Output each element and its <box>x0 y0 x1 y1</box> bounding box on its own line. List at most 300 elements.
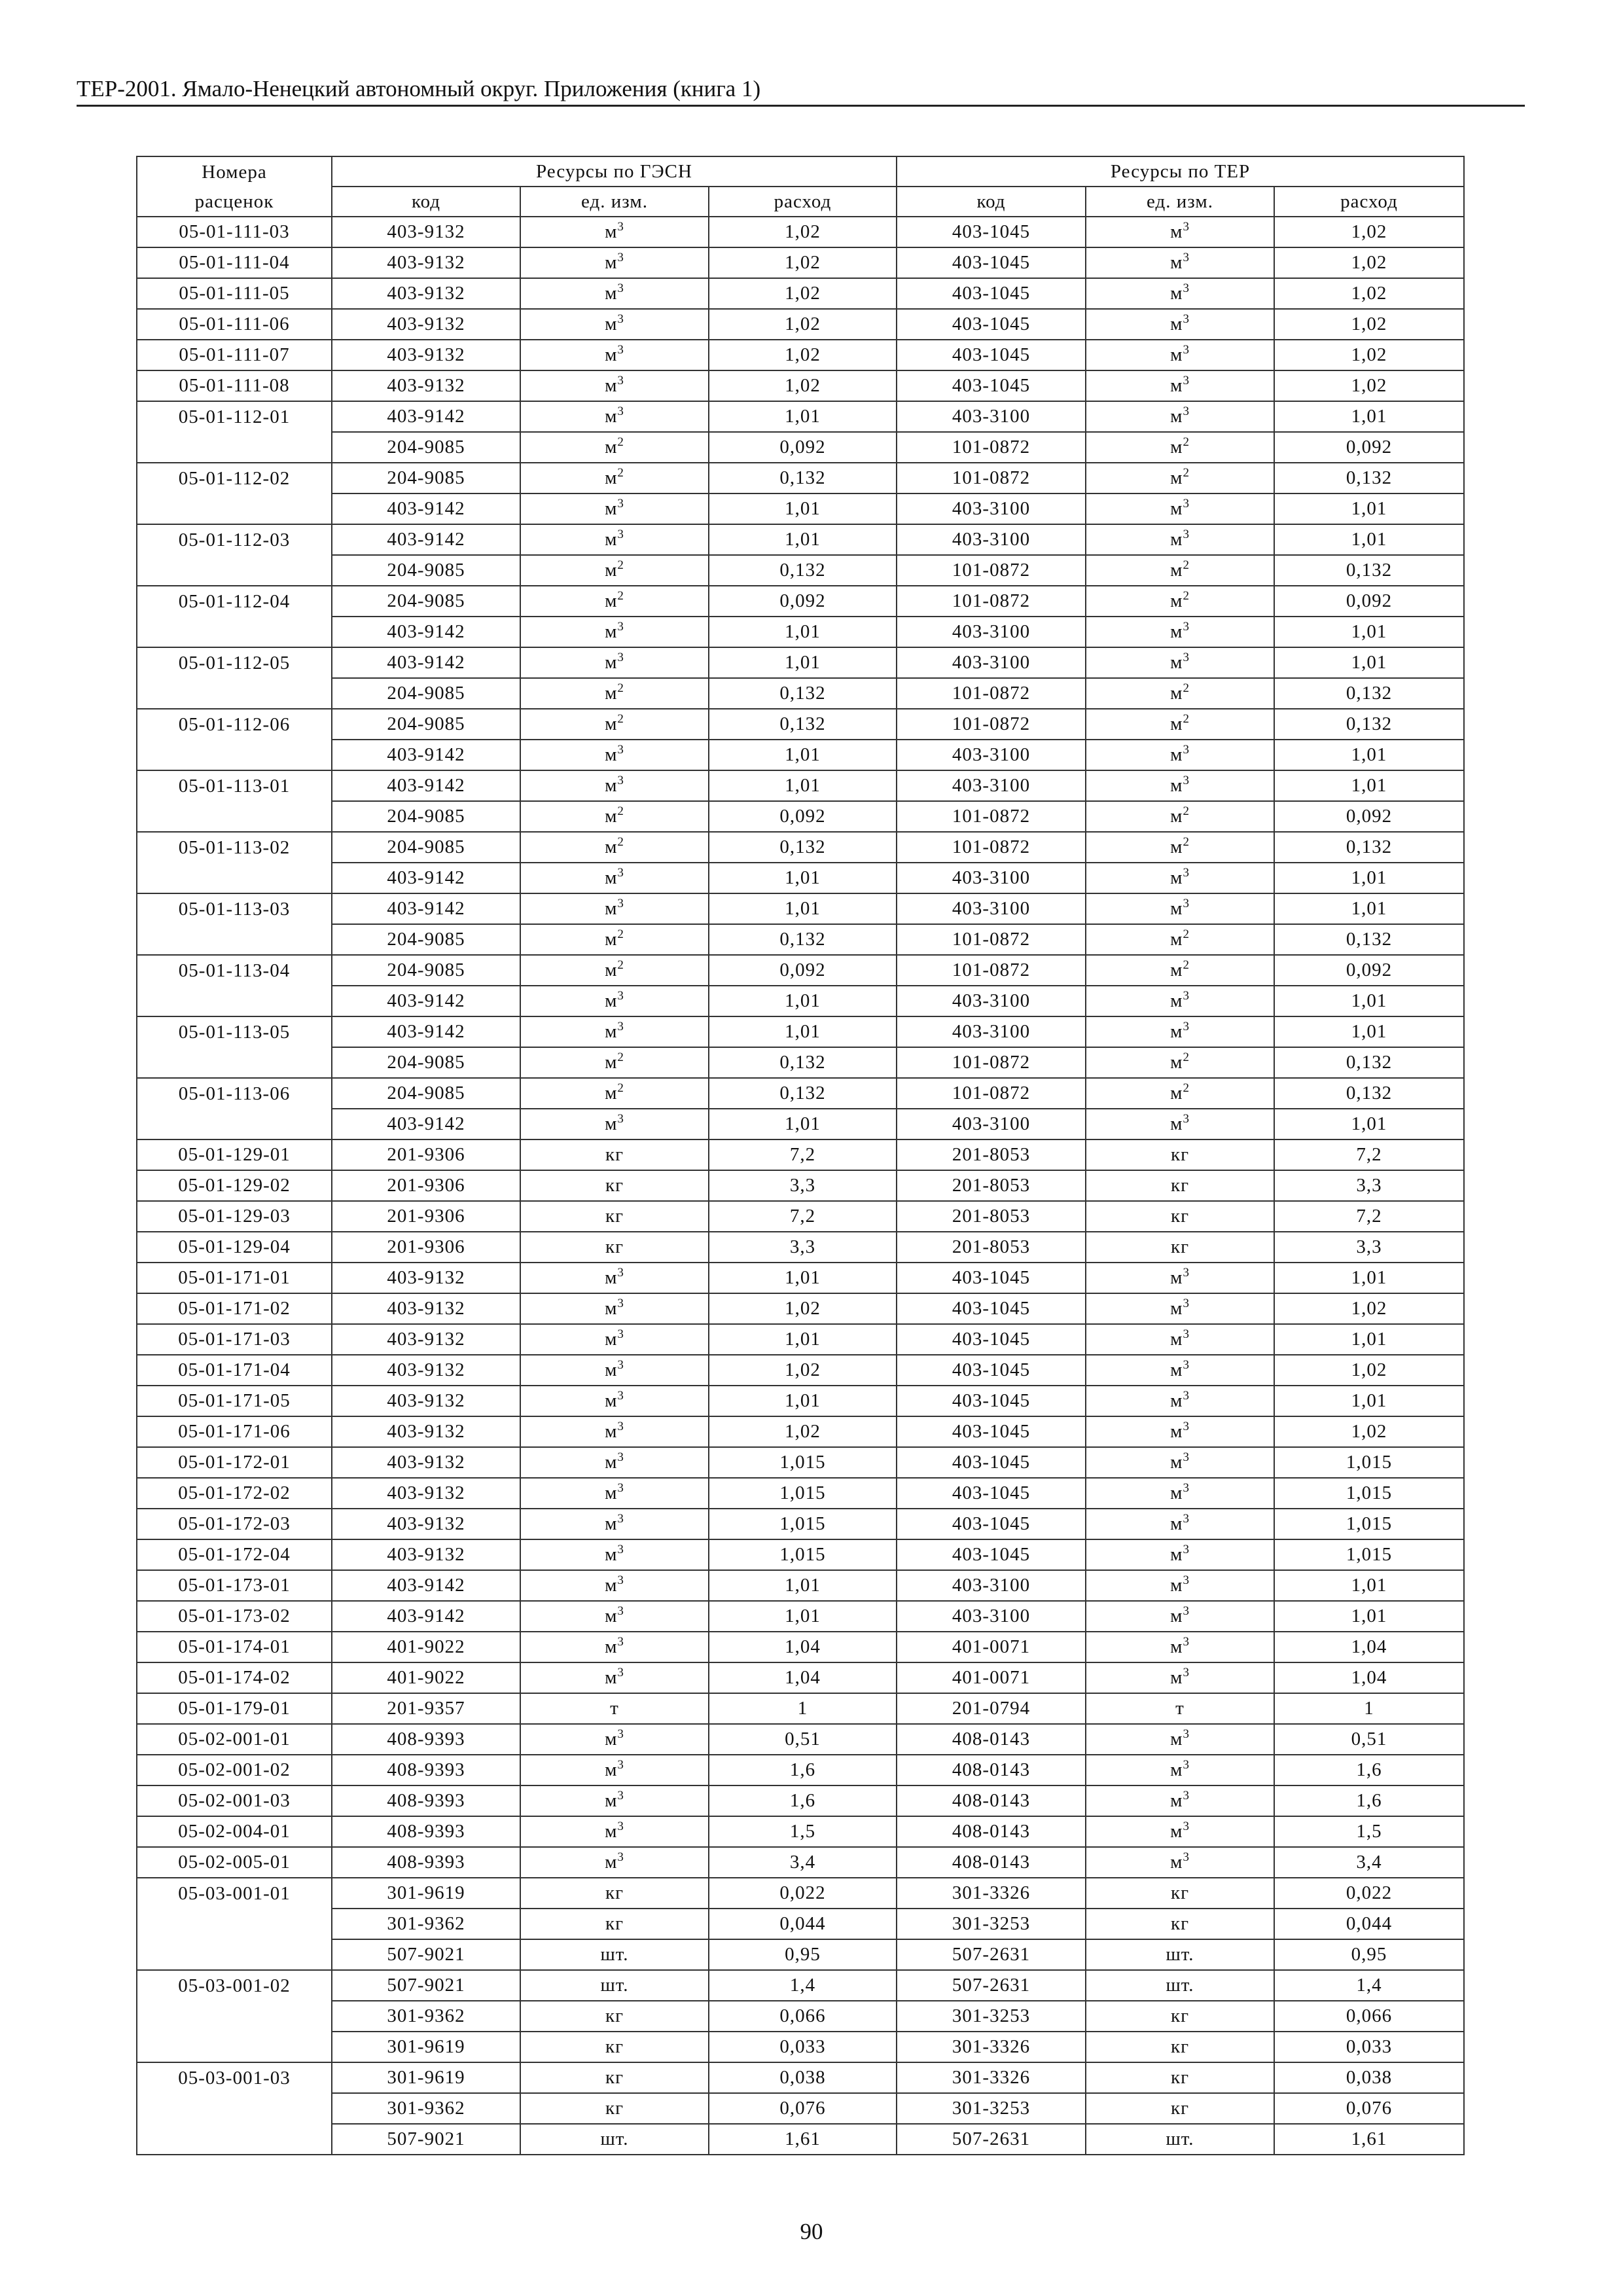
gesn-code-cell: 403-9132 <box>332 1509 520 1539</box>
rate-number-header: Номера <box>137 156 332 187</box>
rate-number-cell: 05-01-112-05 <box>137 647 332 678</box>
ter-consumption-cell: 0,092 <box>1274 586 1464 617</box>
table-row <box>137 678 1464 709</box>
gesn-unit-cell: кг <box>520 1201 709 1232</box>
ter-unit-cell: $м^3$ <box>1086 1263 1274 1293</box>
ter-code-cell: 101-0872 <box>897 432 1086 463</box>
gesn-unit-cell: $м^2$ <box>520 924 709 955</box>
ter-consumption-cell: 1,01 <box>1274 1570 1464 1601</box>
gesn-code-cell: 403-9142 <box>332 863 520 893</box>
ter-unit-cell: $м^3$ <box>1086 1539 1274 1570</box>
ter-consumption-cell: 0,132 <box>1274 463 1464 493</box>
table-row <box>137 463 1464 493</box>
ter-consumption-cell: 3,3 <box>1274 1170 1464 1201</box>
ter-unit-cell: $м^3$ <box>1086 1324 1274 1355</box>
table-row <box>137 770 1464 801</box>
rate-number-cell: 05-01-113-04 <box>137 955 332 986</box>
gesn-consumption-cell: 0,132 <box>709 678 897 709</box>
gesn-consumption-cell: 0,132 <box>709 832 897 863</box>
ter-consumption-cell: 1,015 <box>1274 1447 1464 1478</box>
ter-unit-cell: $м^3$ <box>1086 617 1274 647</box>
gesn-consumption-cell: 0,066 <box>709 2001 897 2032</box>
ter-code-cell: 403-3100 <box>897 1016 1086 1047</box>
gesn-code-cell: 403-9132 <box>332 1478 520 1509</box>
ter-code-cell: 403-1045 <box>897 370 1086 401</box>
gesn-unit-cell: $м^3$ <box>520 1263 709 1293</box>
gesn-consumption-cell: 1,5 <box>709 1816 897 1847</box>
gesn-unit-cell: $м^2$ <box>520 586 709 617</box>
table-row <box>137 1632 1464 1662</box>
gesn-consumption-cell: 1,01 <box>709 1386 897 1416</box>
table-row <box>137 1139 1464 1170</box>
ter-unit-cell: кг <box>1086 1139 1274 1170</box>
ter-code-cell: 403-1045 <box>897 1324 1086 1355</box>
gesn-code-cell: 204-9085 <box>332 678 520 709</box>
ter-consumption-cell: 1,5 <box>1274 1816 1464 1847</box>
ter-consumption-cell: 0,132 <box>1274 555 1464 586</box>
ter-consumption-cell: 7,2 <box>1274 1139 1464 1170</box>
ter-code-cell: 201-8053 <box>897 1201 1086 1232</box>
gesn-unit-cell: $м^3$ <box>520 986 709 1016</box>
gesn-code-cell: 301-9362 <box>332 2093 520 2124</box>
gesn-consumption-cell: 3,3 <box>709 1232 897 1263</box>
rate-number-cell: 05-01-129-03 <box>137 1201 332 1232</box>
gesn-consumption-cell: 7,2 <box>709 1201 897 1232</box>
gesn-unit-cell: кг <box>520 2062 709 2093</box>
table-row <box>137 524 1464 555</box>
rate-number-cell: 05-01-173-01 <box>137 1570 332 1601</box>
ter-unit-cell: $м^3$ <box>1086 986 1274 1016</box>
table-row <box>137 586 1464 617</box>
gesn-code-cell: 507-9021 <box>332 2124 520 2155</box>
ter-unit-cell: кг <box>1086 1201 1274 1232</box>
table-row <box>137 1662 1464 1693</box>
gesn-consumption-cell: 1,02 <box>709 247 897 278</box>
ter-code-cell: 408-0143 <box>897 1724 1086 1755</box>
ter-code-cell: 403-1045 <box>897 1355 1086 1386</box>
gesn-unit-cell: $м^2$ <box>520 1078 709 1109</box>
ter-code-cell: 403-1045 <box>897 1509 1086 1539</box>
ter-code-cell: 403-1045 <box>897 1478 1086 1509</box>
rate-number-cell: 05-01-111-08 <box>137 370 332 401</box>
ter-unit-cell: $м^2$ <box>1086 955 1274 986</box>
rate-number-cell: 05-01-172-02 <box>137 1478 332 1509</box>
gesn-code-cell: 301-9619 <box>332 2062 520 2093</box>
table-row <box>137 309 1464 340</box>
gesn-consumption-cell: 1,02 <box>709 309 897 340</box>
gesn-unit-cell: $м^3$ <box>520 1355 709 1386</box>
ter-consumption-cell: 1,6 <box>1274 1755 1464 1785</box>
table-row <box>137 617 1464 647</box>
gesn-code-cell: 403-9132 <box>332 1355 520 1386</box>
table-row <box>137 1509 1464 1539</box>
ter-unit-cell: $м^2$ <box>1086 801 1274 832</box>
ter-consumption-cell: 1,02 <box>1274 1416 1464 1447</box>
ter-code-cell: 101-0872 <box>897 463 1086 493</box>
ter-code-cell: 403-3100 <box>897 493 1086 524</box>
ter-code-cell: 403-3100 <box>897 617 1086 647</box>
gesn-code-cell: 401-9022 <box>332 1632 520 1662</box>
ter-code-cell: 403-3100 <box>897 986 1086 1016</box>
ter-unit-cell: $м^3$ <box>1086 740 1274 770</box>
gesn-unit-cell: $м^3$ <box>520 1662 709 1693</box>
ter-unit-cell: $м^2$ <box>1086 463 1274 493</box>
gesn-consumption-cell: 1,015 <box>709 1539 897 1570</box>
gesn-consumption-cell: 0,132 <box>709 709 897 740</box>
ter-unit-cell: $м^3$ <box>1086 1447 1274 1478</box>
gesn-unit-cell: $м^3$ <box>520 309 709 340</box>
ter-consumption-cell: 0,132 <box>1274 1047 1464 1078</box>
gesn-consumption-cell: 1,015 <box>709 1447 897 1478</box>
ter-unit-cell: кг <box>1086 2062 1274 2093</box>
rate-number-cell: 05-01-112-01 <box>137 401 332 432</box>
ter-consumption-cell: 1,01 <box>1274 863 1464 893</box>
ter-unit-cell: $м^3$ <box>1086 1785 1274 1816</box>
gesn-consumption-cell: 1,04 <box>709 1632 897 1662</box>
ter-consumption-cell: 0,132 <box>1274 678 1464 709</box>
ter-consumption-cell: 1,01 <box>1274 1601 1464 1632</box>
ter-unit-cell: $м^2$ <box>1086 1047 1274 1078</box>
ter-unit-cell: кг <box>1086 1170 1274 1201</box>
ter-code-cell: 401-0071 <box>897 1632 1086 1662</box>
page-number: 90 <box>800 2219 823 2244</box>
gesn-code-cell: 204-9085 <box>332 1078 520 1109</box>
rate-number-cell: 05-01-171-04 <box>137 1355 332 1386</box>
ter-consumption-cell: 1,01 <box>1274 401 1464 432</box>
ter-unit-cell: $м^3$ <box>1086 863 1274 893</box>
gesn-unit-cell: $м^2$ <box>520 555 709 586</box>
gesn-code-header: код <box>332 187 520 217</box>
gesn-code-cell: 403-9142 <box>332 1601 520 1632</box>
gesn-consumption-cell: 1,61 <box>709 2124 897 2155</box>
gesn-consumption-cell: 0,51 <box>709 1724 897 1755</box>
rate-number-cell <box>137 1109 332 1139</box>
ter-consumption-cell: 1,02 <box>1274 247 1464 278</box>
ter-unit-cell: $м^3$ <box>1086 1355 1274 1386</box>
rate-number-cell: 05-01-111-05 <box>137 278 332 309</box>
gesn-unit-cell: кг <box>520 2001 709 2032</box>
ter-unit-cell: $м^3$ <box>1086 1478 1274 1509</box>
ter-unit-cell: $м^3$ <box>1086 1662 1274 1693</box>
rate-number-cell: 05-01-113-06 <box>137 1078 332 1109</box>
ter-unit-cell: $м^3$ <box>1086 309 1274 340</box>
ter-unit-cell: $м^2$ <box>1086 586 1274 617</box>
ter-code-cell: 403-1045 <box>897 247 1086 278</box>
table-row <box>137 217 1464 247</box>
gesn-code-cell: 201-9306 <box>332 1232 520 1263</box>
gesn-unit-cell: $м^3$ <box>520 217 709 247</box>
gesn-code-cell: 403-9142 <box>332 1570 520 1601</box>
gesn-unit-cell: шт. <box>520 2124 709 2155</box>
ter-unit-cell: $м^3$ <box>1086 770 1274 801</box>
table-row <box>137 893 1464 924</box>
rate-number-cell: 05-01-129-02 <box>137 1170 332 1201</box>
table-row <box>137 1970 1464 2001</box>
gesn-unit-cell: $м^3$ <box>520 1109 709 1139</box>
rate-number-cell: 05-03-001-02 <box>137 1970 332 2001</box>
rate-number-cell: 05-02-001-03 <box>137 1785 332 1816</box>
ter-code-cell: 403-1045 <box>897 217 1086 247</box>
gesn-consumption-cell: 0,132 <box>709 1047 897 1078</box>
ter-unit-header: ед. изм. <box>1086 187 1274 217</box>
ter-unit-cell: $м^3$ <box>1086 1816 1274 1847</box>
gesn-unit-cell: $м^3$ <box>520 1539 709 1570</box>
rate-number-cell: 05-01-172-03 <box>137 1509 332 1539</box>
gesn-code-cell: 403-9132 <box>332 1263 520 1293</box>
gesn-consumption-cell: 0,038 <box>709 2062 897 2093</box>
table-row <box>137 955 1464 986</box>
gesn-code-cell: 403-9132 <box>332 1416 520 1447</box>
rate-number-cell: 05-01-174-01 <box>137 1632 332 1662</box>
gesn-consumption-cell: 1,02 <box>709 278 897 309</box>
ter-unit-cell: $м^3$ <box>1086 1416 1274 1447</box>
rate-number-cell: 05-02-001-01 <box>137 1724 332 1755</box>
gesn-unit-cell: $м^3$ <box>520 278 709 309</box>
ter-unit-cell: $м^2$ <box>1086 832 1274 863</box>
table-row <box>137 1755 1464 1785</box>
ter-unit-cell: $м^2$ <box>1086 555 1274 586</box>
rate-number-cell: 05-01-111-03 <box>137 217 332 247</box>
table-row <box>137 832 1464 863</box>
ter-unit-cell: $м^2$ <box>1086 432 1274 463</box>
gesn-code-cell: 403-9142 <box>332 524 520 555</box>
table-row <box>137 401 1464 432</box>
gesn-consumption-cell: 0,033 <box>709 2032 897 2062</box>
ter-code-cell: 101-0872 <box>897 955 1086 986</box>
ter-code-cell: 301-3326 <box>897 2032 1086 2062</box>
ter-code-cell: 301-3253 <box>897 2093 1086 2124</box>
ter-consumption-cell: 0,132 <box>1274 1078 1464 1109</box>
gesn-consumption-cell: 1,01 <box>709 863 897 893</box>
gesn-code-cell: 408-9393 <box>332 1847 520 1878</box>
gesn-code-cell: 403-9142 <box>332 740 520 770</box>
ter-code-cell: 507-2631 <box>897 1970 1086 2001</box>
ter-code-cell: 403-1045 <box>897 309 1086 340</box>
gesn-code-cell: 204-9085 <box>332 801 520 832</box>
gesn-unit-cell: $м^3$ <box>520 1509 709 1539</box>
gesn-unit-cell: $м^3$ <box>520 1570 709 1601</box>
ter-consumption-cell: 1,01 <box>1274 1109 1464 1139</box>
gesn-consumption-cell: 0,132 <box>709 1078 897 1109</box>
resource-mapping-table <box>136 156 1465 2155</box>
ter-unit-cell: $м^3$ <box>1086 217 1274 247</box>
ter-consumption-cell: 1,04 <box>1274 1662 1464 1693</box>
gesn-unit-cell: шт. <box>520 1970 709 2001</box>
gesn-code-cell: 403-9142 <box>332 1109 520 1139</box>
rate-number-cell <box>137 432 332 463</box>
gesn-code-cell: 301-9362 <box>332 2001 520 2032</box>
ter-consumption-cell: 3,3 <box>1274 1232 1464 1263</box>
gesn-consumption-cell: 1,01 <box>709 1324 897 1355</box>
gesn-code-cell: 403-9132 <box>332 370 520 401</box>
ter-code-cell: 403-1045 <box>897 1416 1086 1447</box>
gesn-unit-cell: $м^3$ <box>520 340 709 370</box>
ter-code-cell: 201-8053 <box>897 1139 1086 1170</box>
gesn-consumption-cell: 0,092 <box>709 586 897 617</box>
gesn-consumption-cell: 1,01 <box>709 1109 897 1139</box>
gesn-consumption-cell: 0,132 <box>709 463 897 493</box>
gesn-unit-cell: $м^3$ <box>520 1016 709 1047</box>
gesn-code-cell: 301-9619 <box>332 1878 520 1909</box>
table-body <box>137 217 1464 2155</box>
table-row <box>137 986 1464 1016</box>
gesn-consumption-cell: 1,4 <box>709 1970 897 2001</box>
rate-number-cell: 05-01-171-06 <box>137 1416 332 1447</box>
ter-unit-cell: шт. <box>1086 2124 1274 2155</box>
gesn-unit-cell: $м^3$ <box>520 893 709 924</box>
ter-consumption-cell: 1,01 <box>1274 524 1464 555</box>
ter-unit-cell: $м^3$ <box>1086 401 1274 432</box>
ter-consumption-cell: 1,01 <box>1274 617 1464 647</box>
gesn-unit-cell: кг <box>520 2032 709 2062</box>
rate-number-cell: 05-01-111-04 <box>137 247 332 278</box>
rate-number-cell: 05-01-112-06 <box>137 709 332 740</box>
gesn-unit-cell: т <box>520 1693 709 1724</box>
ter-unit-cell: $м^3$ <box>1086 1601 1274 1632</box>
ter-unit-cell: $м^3$ <box>1086 1724 1274 1755</box>
rate-number-cell <box>137 986 332 1016</box>
ter-unit-cell: $м^3$ <box>1086 340 1274 370</box>
rate-number-cell <box>137 2093 332 2124</box>
ter-code-header: код <box>897 187 1086 217</box>
ter-consumption-cell: 1,02 <box>1274 309 1464 340</box>
rate-number-cell: 05-01-172-01 <box>137 1447 332 1478</box>
ter-code-cell: 301-3253 <box>897 1909 1086 1939</box>
gesn-code-cell: 403-9132 <box>332 1386 520 1416</box>
ter-consumption-cell: 1,01 <box>1274 1386 1464 1416</box>
gesn-consumption-cell: 0,132 <box>709 555 897 586</box>
ter-unit-cell: $м^2$ <box>1086 678 1274 709</box>
gesn-unit-cell: кг <box>520 1909 709 1939</box>
ter-consumption-cell: 1,4 <box>1274 1970 1464 2001</box>
gesn-consumption-cell: 0,044 <box>709 1909 897 1939</box>
gesn-unit-header: ед. изм. <box>520 187 709 217</box>
table-row <box>137 924 1464 955</box>
gesn-code-cell: 403-9142 <box>332 617 520 647</box>
gesn-unit-cell: кг <box>520 1232 709 1263</box>
ter-consumption-cell: 0,076 <box>1274 2093 1464 2124</box>
table-row <box>137 1447 1464 1478</box>
gesn-unit-cell: $м^2$ <box>520 955 709 986</box>
rate-number-cell: 05-01-171-02 <box>137 1293 332 1324</box>
ter-unit-cell: $м^3$ <box>1086 370 1274 401</box>
rate-number-cell: 05-01-129-04 <box>137 1232 332 1263</box>
ter-unit-cell: $м^3$ <box>1086 278 1274 309</box>
rate-number-cell: 05-02-004-01 <box>137 1816 332 1847</box>
gesn-code-cell: 403-9132 <box>332 247 520 278</box>
gesn-consumption-cell: 1,01 <box>709 617 897 647</box>
gesn-unit-cell: $м^3$ <box>520 1847 709 1878</box>
table-row <box>137 432 1464 463</box>
ter-unit-cell: кг <box>1086 2032 1274 2062</box>
ter-code-cell: 408-0143 <box>897 1755 1086 1785</box>
ter-code-cell: 101-0872 <box>897 1047 1086 1078</box>
gesn-code-cell: 403-9142 <box>332 770 520 801</box>
ter-code-cell: 403-1045 <box>897 1447 1086 1478</box>
ter-unit-cell: шт. <box>1086 1970 1274 2001</box>
gesn-consumption-cell: 1,01 <box>709 493 897 524</box>
ter-code-cell: 101-0872 <box>897 924 1086 955</box>
ter-code-cell: 301-3326 <box>897 2062 1086 2093</box>
gesn-unit-cell: $м^3$ <box>520 617 709 647</box>
ter-code-cell: 101-0872 <box>897 801 1086 832</box>
gesn-unit-cell: $м^3$ <box>520 247 709 278</box>
gesn-consumption-cell: 1,02 <box>709 217 897 247</box>
gesn-code-cell: 403-9142 <box>332 647 520 678</box>
gesn-code-cell: 301-9362 <box>332 1909 520 1939</box>
ter-code-cell: 401-0071 <box>897 1662 1086 1693</box>
gesn-unit-cell: $м^3$ <box>520 1478 709 1509</box>
table-row <box>137 1724 1464 1755</box>
gesn-code-cell: 204-9085 <box>332 709 520 740</box>
ter-code-cell: 101-0872 <box>897 555 1086 586</box>
gesn-consumption-cell: 3,4 <box>709 1847 897 1878</box>
ter-code-cell: 403-3100 <box>897 770 1086 801</box>
ter-code-cell: 101-0872 <box>897 678 1086 709</box>
ter-code-cell: 301-3326 <box>897 1878 1086 1909</box>
ter-consumption-cell: 1 <box>1274 1693 1464 1724</box>
ter-code-cell: 101-0872 <box>897 832 1086 863</box>
gesn-code-cell: 204-9085 <box>332 924 520 955</box>
ter-consumption-cell: 0,022 <box>1274 1878 1464 1909</box>
table-row <box>137 801 1464 832</box>
rate-number-cell <box>137 2001 332 2032</box>
gesn-unit-cell: $м^3$ <box>520 524 709 555</box>
rate-number-cell <box>137 1047 332 1078</box>
ter-consumption-cell: 1,01 <box>1274 493 1464 524</box>
ter-unit-cell: кг <box>1086 1232 1274 1263</box>
gesn-consumption-cell: 1,02 <box>709 1355 897 1386</box>
table-row <box>137 1263 1464 1293</box>
rate-number-cell: 05-01-171-03 <box>137 1324 332 1355</box>
table-row <box>137 1232 1464 1263</box>
table-row <box>137 1016 1464 1047</box>
gesn-consumption-cell: 1,015 <box>709 1509 897 1539</box>
ter-code-cell: 301-3253 <box>897 2001 1086 2032</box>
ter-consumption-cell: 0,092 <box>1274 801 1464 832</box>
ter-unit-cell: $м^2$ <box>1086 1078 1274 1109</box>
ter-consumption-cell: 0,132 <box>1274 924 1464 955</box>
table-row <box>137 1847 1464 1878</box>
gesn-unit-cell: кг <box>520 1878 709 1909</box>
ter-code-cell: 403-3100 <box>897 1570 1086 1601</box>
gesn-unit-cell: $м^2$ <box>520 801 709 832</box>
ter-consumption-cell: 1,01 <box>1274 770 1464 801</box>
gesn-code-cell: 403-9132 <box>332 1447 520 1478</box>
table-row <box>137 709 1464 740</box>
ter-code-cell: 201-8053 <box>897 1170 1086 1201</box>
table-row <box>137 493 1464 524</box>
ter-unit-cell: $м^3$ <box>1086 1755 1274 1785</box>
gesn-unit-cell: $м^3$ <box>520 740 709 770</box>
ter-consumption-cell: 1,01 <box>1274 986 1464 1016</box>
table-row <box>137 2001 1464 2032</box>
rate-number-cell <box>137 2124 332 2155</box>
gesn-unit-cell: $м^3$ <box>520 1785 709 1816</box>
ter-consumption-cell: 1,01 <box>1274 1263 1464 1293</box>
ter-consumption-cell: 1,01 <box>1274 1016 1464 1047</box>
ter-unit-cell: т <box>1086 1693 1274 1724</box>
gesn-unit-cell: $м^3$ <box>520 1724 709 1755</box>
ter-code-cell: 403-1045 <box>897 1386 1086 1416</box>
ter-consumption-cell: 0,038 <box>1274 2062 1464 2093</box>
gesn-code-cell: 403-9142 <box>332 401 520 432</box>
rate-number-header-cont: расценок <box>137 187 332 217</box>
ter-unit-cell: $м^3$ <box>1086 524 1274 555</box>
gesn-code-cell: 403-9132 <box>332 1324 520 1355</box>
gesn-consumption-cell: 1,02 <box>709 370 897 401</box>
gesn-unit-cell: $м^3$ <box>520 1755 709 1785</box>
